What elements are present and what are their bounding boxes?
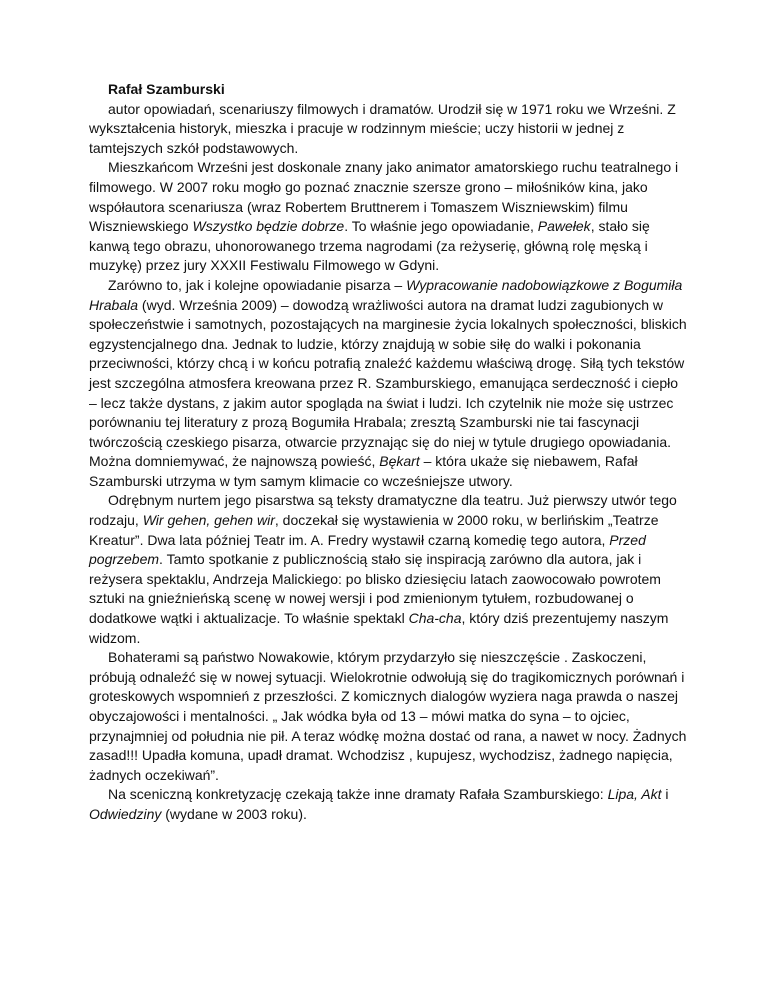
text-run: , który dziś prezentujemy naszym widzom. [89, 610, 669, 646]
text-run: . Tamto spotkanie z publicznością stało się inspiracją zarówno dla autora, jak i reżysera spektaklu, Andrzeja Malickiego: po blisko dziesięciu latach zaowocowało powrotem sztuki na gnieźnieńską scenę w nowej wersji i pod zmienionym tytułem, rozbudowanej o dodatkowe wątki i aktualizacje. To właśnie spektakl [89, 551, 661, 627]
text-run: (wydane w 2003 roku). [161, 805, 307, 822]
author-name-heading: Rafał Szamburski [108, 81, 225, 97]
italic-title: Cha-cha [408, 610, 462, 627]
body-paragraph [89, 276, 689, 492]
italic-title: Lipa, Akt [607, 786, 662, 803]
text-run: i [661, 786, 669, 803]
text-run: Na sceniczną konkretyzację czekają także inne dramaty Rafała Szamburskiego: [108, 786, 608, 803]
body-paragraph [89, 785, 689, 824]
italic-title: Bękart [379, 453, 420, 470]
text-run: , doczekał się wystawienia w 2000 roku, w berlińskim „Teatrze Kreatur”. Dwa lata później Teatr im. A. Fredry wystawił czarną komedię tego autora, [89, 512, 659, 548]
body-paragraph [89, 100, 689, 159]
italic-title: Pawełek [537, 218, 591, 235]
body-paragraph [89, 648, 689, 785]
italic-title: Wszystko będzie dobrze [192, 218, 345, 235]
italic-title: Wir gehen, gehen wir [142, 512, 275, 529]
body-paragraph [89, 158, 689, 276]
document-body [89, 100, 689, 825]
text-run: , stało się kanwą tego obrazu, uhonorowanego trzema nagrodami (za reżyserię, główną rolę męską i muzykę) przez jury XXXII Festiwalu Filmowego w Gdyni. [89, 218, 650, 274]
italic-title: Wypracowanie nadobowiązkowe z Bogumiła Hrabala [89, 276, 683, 313]
italic-title: Odwiedziny [89, 805, 162, 822]
document-page [89, 80, 689, 825]
text-run: autor opowiadań, scenariuszy filmowych i dramatów. Urodził się w 1971 roku we Wrześni. Z wykształcenia historyk, mieszka i pracuje w rodzinnym mieście; uczy historii w jednej z tamtejszych szkół podstawowych. [89, 100, 676, 156]
text-run: – która ukaże się niebawem, Rafał Szamburski utrzyma w tym samym klimacie co wcześniejsze utwory. [89, 453, 638, 489]
text-run: Zarówno to, jak i kolejne opowiadanie pisarza – [108, 276, 407, 293]
text-run: Mieszkańcom Wrześni jest doskonale znany jako animator amatorskiego ruchu teatralnego i filmowego. W 2007 roku mogło go poznać znacznie szersze grono – miłośników kina, jako współautora scenariusza (wraz Robertem Bruttnerem i Tomaszem Wiszniewskim) filmu Wiszniewskiego [89, 159, 679, 235]
text-run: Odrębnym nurtem jego pisarstwa są teksty dramatyczne dla teatru. Już pierwszy utwór tego rodzaju, [89, 492, 677, 529]
body-paragraph [89, 491, 689, 648]
italic-title: Przed pogrzebem [89, 531, 646, 568]
text-run: Bohaterami są państwo Nowakowie, którym przydarzyło się nieszczęście . Zaskoczeni, próbują odnaleźć się w nowej sytuacji. Wielokrotnie odwołują się do tragikomicznych porównań i groteskowych wspomnień z przeszłości. Z komicznych dialogów wyziera naga prawda o naszej obyczajowości i mentalności. „ Jak wódka była od 13 – mówi matka do syna – to ojciec, przynajmniej od południa nie pił. A teraz wódkę można dostać od rana, a nawet w nocy. Żadnych zasad!!! Upadła komuna, upadł dramat. Wchodzisz , kupujesz, wychodzisz, żadnego napięcia, żadnych oczekiwań”. [89, 649, 687, 783]
text-run: (wyd. Września 2009) – dowodzą wrażliwości autora na dramat ludzi zagubionych w społeczeństwie i samotnych, pozostających na marginesie życia lokalnych społeczności, bliskich egzystencjalnego dna. Jednak to ludzie, którzy znajdują w sobie siłę do walki i pokonania przeciwności, którzy chcą i w końcu potrafią znaleźć każdemu właściwą drogę. Siłą tych tekstów jest szczególna atmosfera kreowana przez R. Szamburskiego, emanująca serdeczność i ciepło – lecz także dystans, z jakim autor spogląda na świat i ludzi. Ich czytelnik nie może się ustrzec porównaniu tej literatury z prozą Bogumiła Hrabala; zresztą Szamburski nie tai fascynacji twórczością czeskiego pisarza, otwarcie przyznając się do niej w tytule drugiego opowiadania. Można domniemywać, że najnowszą powieść, [89, 296, 687, 470]
text-run: . To właśnie jego opowiadanie, [344, 218, 538, 235]
